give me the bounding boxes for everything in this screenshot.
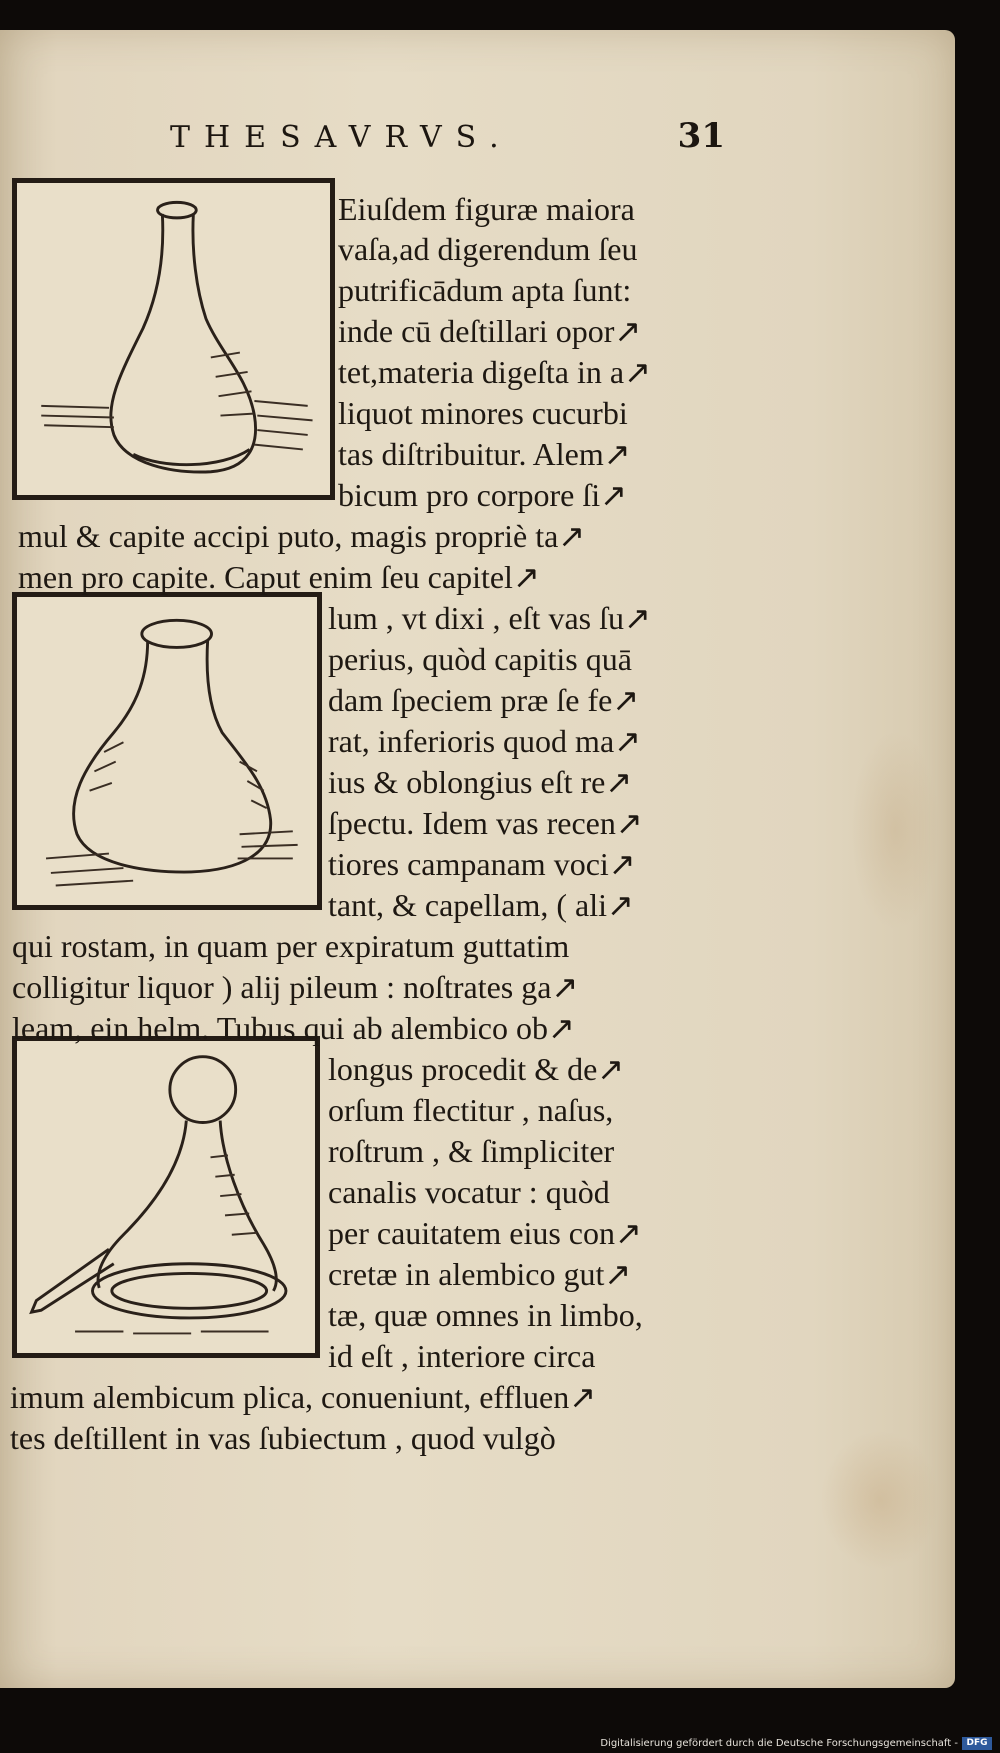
text-line: colligitur liquor ) alij pileum : noſtrates ga↗ <box>12 969 579 1005</box>
text-line: per cauitatem eius con↗ <box>328 1215 642 1251</box>
text-line: tas diſtribuitur. Alem↗ <box>338 436 631 472</box>
alembic-woodcut <box>12 1036 320 1358</box>
text-line: ſpectu. Idem vas recen↗ <box>328 805 643 841</box>
flask-drawing-1 <box>17 183 330 495</box>
text-line: dam ſpeciem præ ſe fe↗ <box>328 682 640 718</box>
alembic-drawing <box>17 1041 315 1353</box>
narrow-neck-flask-woodcut <box>12 178 335 500</box>
running-header <box>170 116 725 156</box>
text-line: perius, quòd capitis quā <box>328 641 632 677</box>
text-line: longus procedit & de↗ <box>328 1051 625 1087</box>
dfg-logo: DFG <box>962 1737 992 1750</box>
text-line: canalis vocatur : quòd <box>328 1174 610 1210</box>
text-line: tant, & capellam, ( ali↗ <box>328 887 634 923</box>
text-line: qui rostam, in quam per expiratum guttatim <box>12 928 570 964</box>
text-line: leam, ein helm. Tubus qui ab alembico ob↗ <box>12 1010 575 1046</box>
paper-stain <box>850 730 940 930</box>
text-line: orſum flectitur , naſus, <box>328 1092 614 1128</box>
running-title: THESAVRVS. <box>170 120 513 155</box>
text-line: imum alembicum plica, conueniunt, effluen↗ <box>10 1379 597 1415</box>
text-line: id eſt , interiore circa <box>328 1338 596 1374</box>
text-line: putrificādum apta ſunt: <box>338 272 632 308</box>
text-line: inde cū deſtillari opor↗ <box>338 313 642 349</box>
text-line: Eiuſdem figuræ maiora <box>338 191 635 227</box>
wide-flask-woodcut <box>12 592 322 910</box>
text-line: tæ, quæ omnes in limbo, <box>328 1297 643 1333</box>
text-line: tet,materia digeſta in a↗ <box>338 354 651 390</box>
text-line: liquot minores cucurbi <box>338 395 628 431</box>
text-line: tes deſtillent in vas ſubiectum , quod vulgò <box>10 1420 556 1456</box>
flask-drawing-2 <box>17 597 317 905</box>
text-line: mul & capite accipi puto, magis propriè ta↗ <box>18 518 586 554</box>
digitization-credit: Digitalisierung gefördert durch die Deutsche Forschungsgemeinschaft - <box>600 1738 958 1749</box>
text-line: ius & oblongius eſt re↗ <box>328 764 633 800</box>
text-line: roſtrum , & ſimpliciter <box>328 1133 615 1169</box>
text-line: lum , vt dixi , eſt vas ſu↗ <box>328 600 651 636</box>
text-line: tiores campanam voci↗ <box>328 846 636 882</box>
text-line: bicum pro corpore ſi↗ <box>338 477 627 513</box>
paper-stain <box>820 1430 940 1570</box>
text-line: cretæ in alembico gut↗ <box>328 1256 632 1292</box>
text-line: vaſa,ad digerendum ſeu <box>338 231 638 267</box>
text-line: rat, inferioris quod ma↗ <box>328 723 641 759</box>
text-line: men pro capite. Caput enim ſeu capitel↗ <box>18 559 540 595</box>
page-number: 31 <box>677 116 725 156</box>
